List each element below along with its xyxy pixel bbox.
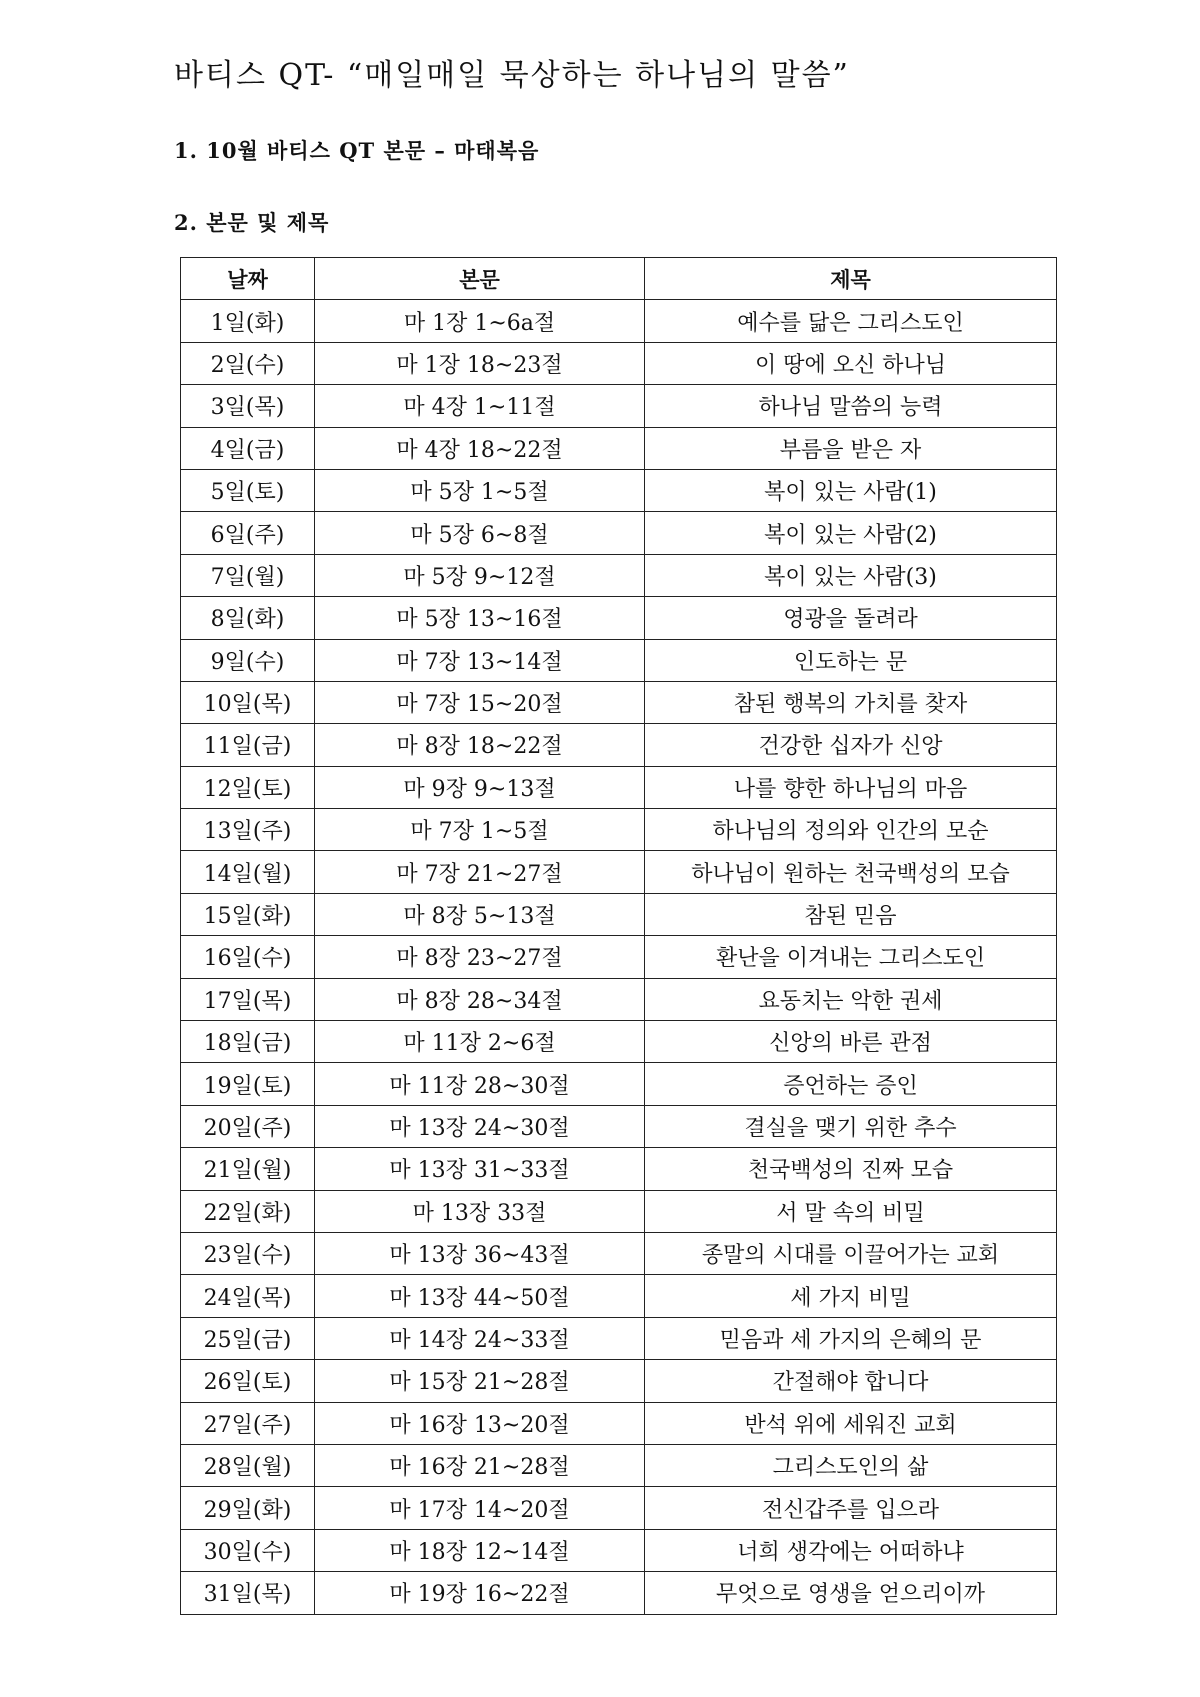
- cell-date: 13일(주): [181, 809, 315, 851]
- cell-date: 3일(목): [181, 385, 315, 427]
- cell-date: 22일(화): [181, 1190, 315, 1232]
- cell-passage: 마 13장 24~30절: [315, 1105, 645, 1147]
- cell-title: 간절해야 합니다: [645, 1360, 1057, 1402]
- table-row: [181, 1063, 1057, 1105]
- cell-title: 인도하는 문: [645, 639, 1057, 681]
- cell-passage: 마 18장 12~14절: [315, 1529, 645, 1571]
- section-heading-table: 2. 본문 및 제목: [174, 210, 330, 235]
- document-title: 바티스 QT- “매일매일 묵상하는 하나님의 말씀”: [174, 58, 850, 93]
- cell-passage: 마 13장 31~33절: [315, 1148, 645, 1190]
- cell-date: 30일(수): [181, 1529, 315, 1571]
- table-row: [181, 427, 1057, 469]
- table-row: [181, 1021, 1057, 1063]
- table-row: [181, 1360, 1057, 1402]
- section-heading-text: 1. 10월 바티스 QT 본문 – 마태복음: [174, 138, 540, 163]
- cell-title: 나를 향한 하나님의 마음: [645, 766, 1057, 808]
- cell-title: 너희 생각에는 어떠하냐: [645, 1529, 1057, 1571]
- cell-passage: 마 16장 13~20절: [315, 1402, 645, 1444]
- table-row: [181, 597, 1057, 639]
- table-row: [181, 724, 1057, 766]
- table-row: [181, 385, 1057, 427]
- cell-title: 전신갑주를 입으라: [645, 1487, 1057, 1529]
- cell-title: 무엇으로 영생을 얻으리이까: [645, 1572, 1057, 1614]
- table-row: [181, 1487, 1057, 1529]
- table-row: [181, 851, 1057, 893]
- table-row: [181, 1444, 1057, 1486]
- cell-passage: 마 7장 13~14절: [315, 639, 645, 681]
- table-row: [181, 1529, 1057, 1571]
- cell-date: 27일(주): [181, 1402, 315, 1444]
- cell-title: 복이 있는 사람(2): [645, 512, 1057, 554]
- cell-title: 믿음과 세 가지의 은혜의 문: [645, 1317, 1057, 1359]
- cell-date: 25일(금): [181, 1317, 315, 1359]
- cell-title: 하나님이 원하는 천국백성의 모습: [645, 851, 1057, 893]
- cell-passage: 마 16장 21~28절: [315, 1444, 645, 1486]
- cell-passage: 마 5장 13~16절: [315, 597, 645, 639]
- cell-date: 12일(토): [181, 766, 315, 808]
- table-row: [181, 469, 1057, 511]
- cell-date: 9일(수): [181, 639, 315, 681]
- header-passage: 본문: [315, 258, 645, 300]
- cell-title: 천국백성의 진짜 모습: [645, 1148, 1057, 1190]
- cell-passage: 마 7장 1~5절: [315, 809, 645, 851]
- cell-date: 14일(월): [181, 851, 315, 893]
- cell-passage: 마 9장 9~13절: [315, 766, 645, 808]
- table-row: [181, 893, 1057, 935]
- table-row: [181, 1275, 1057, 1317]
- table-row: [181, 554, 1057, 596]
- cell-passage: 마 14장 24~33절: [315, 1317, 645, 1359]
- cell-title: 복이 있는 사람(3): [645, 554, 1057, 596]
- cell-title: 예수를 닮은 그리스도인: [645, 300, 1057, 342]
- table-row: [181, 809, 1057, 851]
- schedule-table: [180, 257, 1057, 1615]
- cell-date: 2일(수): [181, 342, 315, 384]
- cell-date: 7일(월): [181, 554, 315, 596]
- table-row: [181, 512, 1057, 554]
- cell-title: 복이 있는 사람(1): [645, 469, 1057, 511]
- cell-passage: 마 8장 5~13절: [315, 893, 645, 935]
- cell-title: 신앙의 바른 관점: [645, 1021, 1057, 1063]
- cell-passage: 마 5장 9~12절: [315, 554, 645, 596]
- cell-title: 이 땅에 오신 하나님: [645, 342, 1057, 384]
- cell-title: 영광을 돌려라: [645, 597, 1057, 639]
- cell-date: 8일(화): [181, 597, 315, 639]
- cell-title: 세 가지 비밀: [645, 1275, 1057, 1317]
- cell-title: 건강한 십자가 신앙: [645, 724, 1057, 766]
- cell-date: 23일(수): [181, 1232, 315, 1274]
- cell-date: 31일(목): [181, 1572, 315, 1614]
- cell-title: 참된 믿음: [645, 893, 1057, 935]
- cell-date: 17일(목): [181, 978, 315, 1020]
- table-row: [181, 936, 1057, 978]
- cell-passage: 마 13장 36~43절: [315, 1232, 645, 1274]
- cell-title: 환난을 이겨내는 그리스도인: [645, 936, 1057, 978]
- cell-date: 29일(화): [181, 1487, 315, 1529]
- cell-title: 결실을 맺기 위한 추수: [645, 1105, 1057, 1147]
- cell-title: 부름을 받은 자: [645, 427, 1057, 469]
- cell-passage: 마 13장 33절: [315, 1190, 645, 1232]
- cell-passage: 마 17장 14~20절: [315, 1487, 645, 1529]
- table-row: [181, 766, 1057, 808]
- cell-passage: 마 5장 6~8절: [315, 512, 645, 554]
- cell-date: 20일(주): [181, 1105, 315, 1147]
- cell-title: 하나님의 정의와 인간의 모순: [645, 809, 1057, 851]
- table-body: [181, 300, 1057, 1614]
- cell-passage: 마 15장 21~28절: [315, 1360, 645, 1402]
- cell-passage: 마 19장 16~22절: [315, 1572, 645, 1614]
- cell-date: 16일(수): [181, 936, 315, 978]
- cell-date: 4일(금): [181, 427, 315, 469]
- cell-title: 반석 위에 세워진 교회: [645, 1402, 1057, 1444]
- cell-passage: 마 13장 44~50절: [315, 1275, 645, 1317]
- header-date: 날짜: [181, 258, 315, 300]
- cell-date: 6일(주): [181, 512, 315, 554]
- cell-passage: 마 7장 21~27절: [315, 851, 645, 893]
- cell-title: 종말의 시대를 이끌어가는 교회: [645, 1232, 1057, 1274]
- cell-passage: 마 1장 1~6a절: [315, 300, 645, 342]
- cell-title: 하나님 말씀의 능력: [645, 385, 1057, 427]
- cell-date: 28일(월): [181, 1444, 315, 1486]
- cell-date: 24일(목): [181, 1275, 315, 1317]
- cell-title: 그리스도인의 삶: [645, 1444, 1057, 1486]
- cell-passage: 마 1장 18~23절: [315, 342, 645, 384]
- table-header-row: [181, 258, 1057, 300]
- cell-passage: 마 8장 28~34절: [315, 978, 645, 1020]
- cell-date: 11일(금): [181, 724, 315, 766]
- table-row: [181, 1572, 1057, 1614]
- table-row: [181, 1148, 1057, 1190]
- cell-date: 10일(목): [181, 681, 315, 723]
- table-row: [181, 1402, 1057, 1444]
- cell-passage: 마 4장 1~11절: [315, 385, 645, 427]
- table-row: [181, 342, 1057, 384]
- cell-passage: 마 7장 15~20절: [315, 681, 645, 723]
- cell-date: 18일(금): [181, 1021, 315, 1063]
- cell-passage: 마 11장 28~30절: [315, 1063, 645, 1105]
- cell-title: 참된 행복의 가치를 찾자: [645, 681, 1057, 723]
- table-row: [181, 1317, 1057, 1359]
- table-row: [181, 1105, 1057, 1147]
- cell-passage: 마 5장 1~5절: [315, 469, 645, 511]
- cell-date: 19일(토): [181, 1063, 315, 1105]
- table-row: [181, 681, 1057, 723]
- cell-passage: 마 11장 2~6절: [315, 1021, 645, 1063]
- cell-title: 요동치는 악한 권세: [645, 978, 1057, 1020]
- cell-date: 5일(토): [181, 469, 315, 511]
- table-row: [181, 1232, 1057, 1274]
- table-row: [181, 300, 1057, 342]
- cell-passage: 마 4장 18~22절: [315, 427, 645, 469]
- cell-title: 서 말 속의 비밀: [645, 1190, 1057, 1232]
- table-row: [181, 639, 1057, 681]
- table-row: [181, 978, 1057, 1020]
- cell-date: 1일(화): [181, 300, 315, 342]
- cell-date: 21일(월): [181, 1148, 315, 1190]
- table-row: [181, 1190, 1057, 1232]
- cell-date: 26일(토): [181, 1360, 315, 1402]
- cell-date: 15일(화): [181, 893, 315, 935]
- cell-passage: 마 8장 18~22절: [315, 724, 645, 766]
- cell-passage: 마 8장 23~27절: [315, 936, 645, 978]
- cell-title: 증언하는 증인: [645, 1063, 1057, 1105]
- header-title: 제목: [645, 258, 1057, 300]
